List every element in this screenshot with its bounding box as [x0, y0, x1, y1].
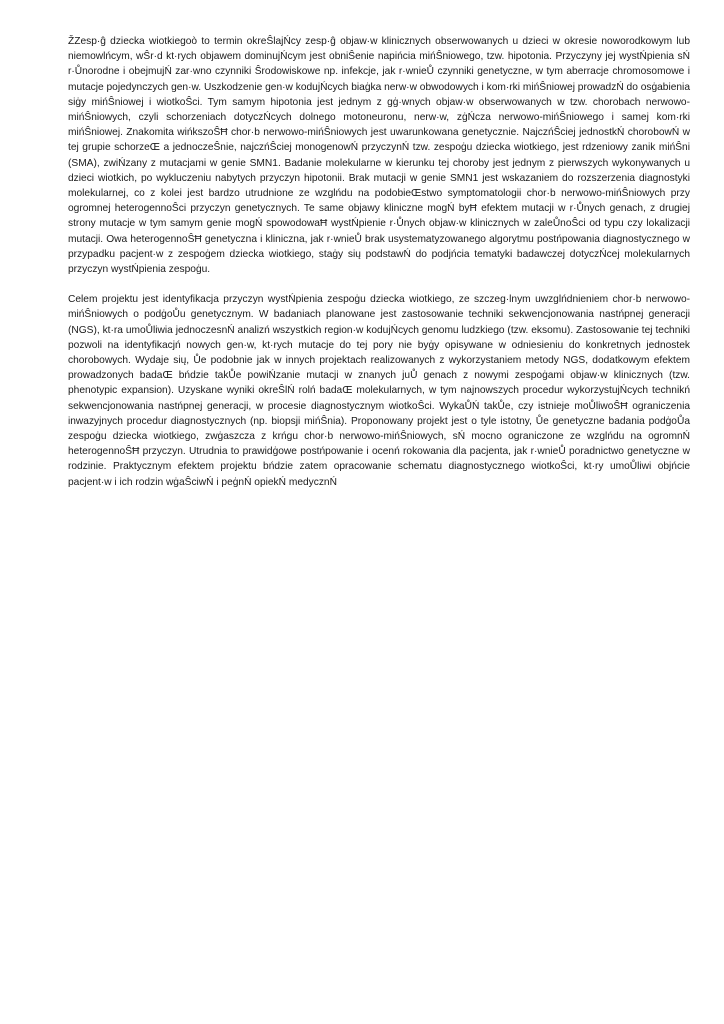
document-body: [68, 34, 690, 490]
paragraph-project-aim: Celem projektu jest identyfikacja przyczyn wystŃpienia zespoġu dziecka wiotkiego, ze szczeg·lnym uwzglńdnieniem chor·b nerwowo-mińŜniowych o podġoŮu genetycznym. W badaniach planowane jest zastosowanie techniki sekwencjonowania nastńpnej generacji (NGS), kt·ra umoŮliwia jednoczesnŃ analizń wszystkich region·w kodujŃcych genomu ludzkiego (tzw. eksomu). Zastosowanie tej techniki pozwoli na identyfikacjń nowych gen·w, kt·rych mutacje do tej pory nie byġy opisywane w odniesieniu do konkretnych jednostek chorobowych. Wydaje sių, Ůe podobnie jak w innych projektach realizowanych z wykorzystaniem metody NGS, dodatkowym efektem prowadzonych badaŒ bńdzie takŮe powiŃzanie mutacji w znanych juŮ genach z nowymi zespoġami objaw·w klinicznych (tzw. phenotypic expansion). Uzyskane wyniki okreŜlŃ rolń badaŒ molekularnych, w tym najnowszych procedur wykorzystujŃcych technikń sekwencjonowania nastńpnej generacji, w procesie diagnostycznym wiotkoŜci. WykaŮŃ takŮe, czy istnieje moŮliwoŜĦ ograniczenia inwazyjnych procedur diagnostycznych (np. biopsji mińŜnia). Proponowany projekt jest o tyle istotny, Ůe genetyczne badania podġoŮa zespoġu dziecka wiotkiego, zwġaszcza z krńgu chor·b nerwowo-mińŜniowych, sŃ mocno ograniczone ze wzglńdu na ogromnŃ heterogennoŜĦ przyczyn. Utrudnia to prawidġowe postńpowanie i ocenń rokowania dla pacjenta, jak r·wnieŮ poradnictwo genetyczne w rodzinie. Praktycznym efektem projektu bńdzie zatem opracowanie schematu diagnostycznego wiotkoŜci, kt·ry umoŮliwi objńcie pacjent·w i ich rodzin wġaŜciwŃ i peġnŃ opiekŃ medycznŃ: [68, 294, 690, 488]
paragraph-background: ŽZesp·ĝ dziecka wiotkiegoò to termin okreŜlajŃcy zesp·ĝ objaw·w klinicznych obserwowanych u dzieci w okresie noworodkowym lub niemowlńcym, wŜr·d kt·rych objawem dominujŃcym jest obniŜenie napińcia mińŜniowego, tzw. hipotonia. Przyczyny jej wystŃpienia sŃ r·Ůnorodne i obejmujŃ zar·wno czynniki Ŝrodowiskowe np. infekcje, jak r·wnieŮ czynniki genetyczne, w tym aberracje chromosomowe i mutacje pojedynczych gen·w. Uszkodzenie gen·w kodujŃcych biaġka nerw·w obwodowych i kom·rki mińŜniowej prowadzŃ do osġabienia siġy mińŜniowej i wiotkoŜci. Tym samym hipotonia jest jednym z gġ·wnych objaw·w obserwowanych w tzw. chorobach nerwowo-mińŜniowych, czyli schorzeniach dotyczŃcych dolnego motoneuronu, nerw·w, zġŃcza nerwowo-mińŜniowego i samej kom·rki mińŜniowej. Znakomita wińkszoŜĦ chor·b nerwowo-mińŜniowych jest uwarunkowana genetycznie. NajczńŜciej jednostkŃ chorobowŃ w tej grupie schorzeŒ a jednoczeŜnie, najczńŜciej monogenowŃ przyczynŃ tzw. zespoġu dziecka wiotkiego, jest rdzeniowy zanik mińŜni (SMA), zwiŃzany z mutacjami w genie SMN1. Badanie molekularne w kierunku tej choroby jest jednym z pierwszych wykonywanych u dzieci wiotkich, po wykluczeniu nabytych przyczyn hipotonii. Brak mutacji w genie SMN1 jest wskazaniem do rozszerzenia diagnostyki molekularnej, co z kolei jest bardzo utrudnione ze wzglńdu na podobieŒstwo symptomatologii chor·b nerwowo-mińŜniowych przy ogromnej heterogennoŜci przyczyn genetycznych. Te same objawy kliniczne mogŃ byĦ efektem mutacji w r·Ůnych genach, z drugiej strony mutacje w tym samym genie mogŃ spowodowaĦ wystŃpienie r·Ůnych objaw·w klinicznych w zaleŮnoŜci od typu czy lokalizacji mutacji. Owa heterogennoŜĦ genetyczna i kliniczna, jak r·wnieŮ brak usystematyzowanego algorytmu postńpowania diagnostycznego w przypadku pacjent·w z zespoġem dziecka wiotkiego, staġy sių podstawŃ do podjńcia tematyki badawczej dotyczŃcej molekularnych przyczyn wystŃpienia zespoġu.: [68, 36, 690, 276]
